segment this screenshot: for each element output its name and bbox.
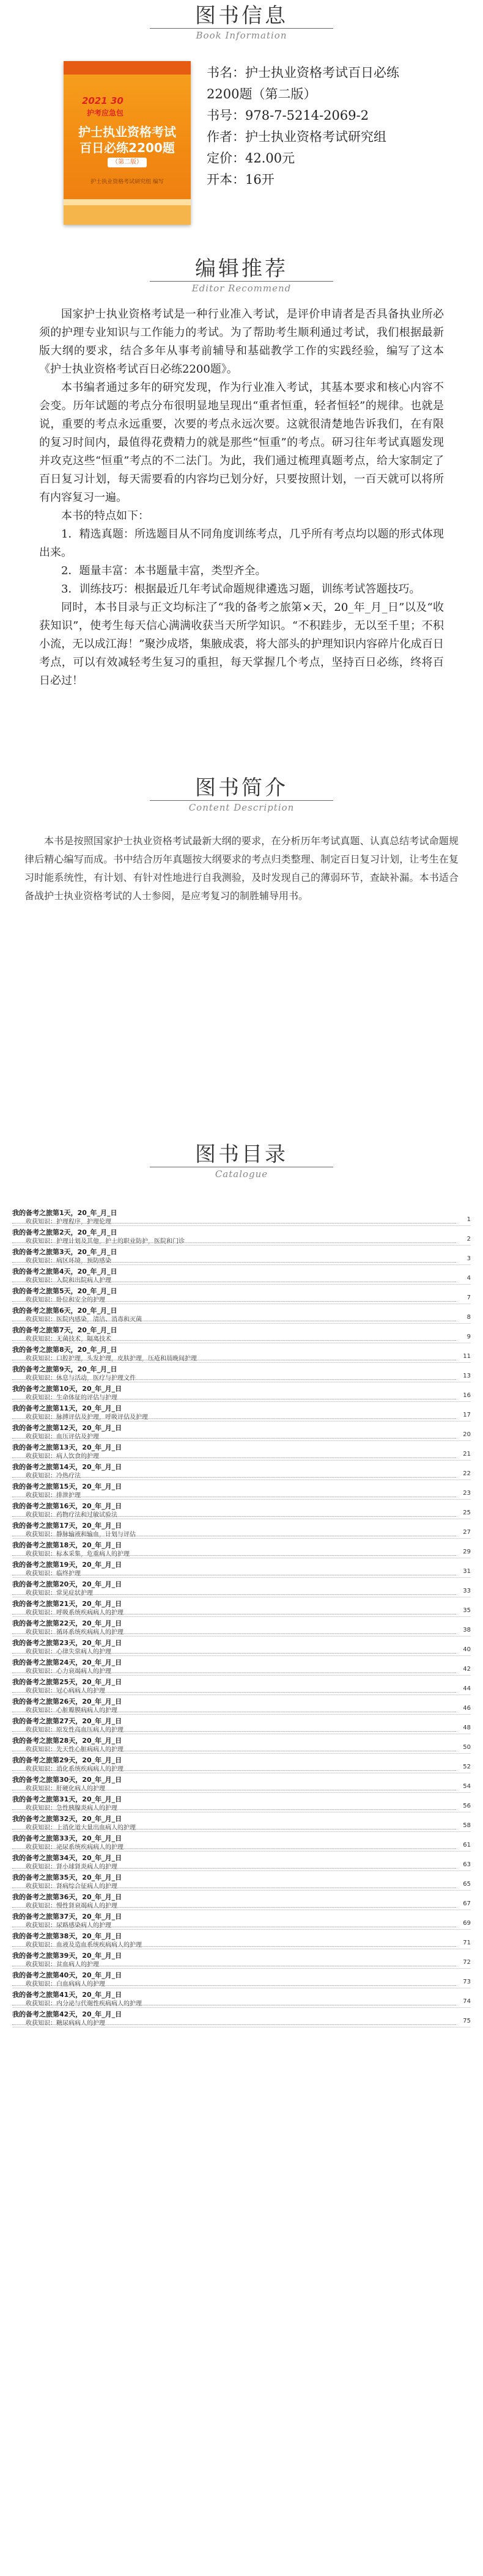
book-info-list xyxy=(207,64,476,192)
catalogue-leader-dots xyxy=(12,1594,456,1595)
catalogue-entry-page: 65 xyxy=(463,1881,471,1888)
catalogue-entry-topic: 收获知识：急性胰腺炎病人的护理 xyxy=(26,1805,117,1812)
catalogue-entry-page: 8 xyxy=(466,1314,471,1321)
catalogue-entry xyxy=(12,1246,471,1265)
catalogue-entry-topic: 收获知识：药物疗法和过敏试验法 xyxy=(26,1512,117,1519)
catalogue-entry-title: 我的备考之旅第5天，20_年_月_日 xyxy=(12,1287,117,1295)
catalogue-entry xyxy=(12,1461,471,1480)
editor-heading: 编辑推荐 xyxy=(195,257,288,281)
catalogue-entry-topic: 收获知识：临终护理 xyxy=(26,1571,81,1577)
catalogue-entry-page: 54 xyxy=(463,1783,471,1790)
editor-feature-1: 1．精选真题：所选题目从不同角度训练考点，几乎所有考点均以题的形式体现出来。 xyxy=(39,528,444,559)
editor-feature-3: 3．训练技巧：根据最近几年考试命题规律遴选习题，训练考试答题技巧。 xyxy=(61,583,421,596)
cover-series: 护考应急包 xyxy=(87,109,124,117)
catalogue-leader-dots xyxy=(12,1418,456,1419)
catalogue-entry-page: 58 xyxy=(463,1822,471,1829)
catalogue-leader-dots xyxy=(12,2024,456,2025)
catalogue-entry xyxy=(12,1480,471,1500)
catalogue-entry xyxy=(12,2008,471,2027)
cover-bottom-band xyxy=(64,205,191,225)
catalogue-entry-topic: 收获知识：冷热疗法 xyxy=(26,1473,81,1480)
info-author: 作者：护士执业资格考试研究组 xyxy=(207,130,386,144)
editor-paragraph: 国家护士执业资格考试是一种行业准入考试，是评价申请者是否具备执业所必须的护理专业知识与工作能力的考试。为了帮助考生顺利通过考试，我们根据最新版大纲的要求，结合多年从事考前辅导和基础教学工作的实践经验，编写了这本《护士执业资格考试百日必练2200题》。 xyxy=(39,308,444,376)
editor-heading-en: Editor Recommend xyxy=(191,283,292,294)
editor-header xyxy=(0,257,483,295)
catalogue-entry-title: 我的备考之旅第22天，20_年_月_日 xyxy=(12,1619,122,1627)
catalogue-entry-title: 我的备考之旅第31天，20_年_月_日 xyxy=(12,1795,122,1803)
catalogue-entry-topic: 收获知识：贫血病人的护理 xyxy=(26,1961,99,1968)
catalogue-leader-dots xyxy=(12,1633,456,1634)
desc-heading-en: Content Description xyxy=(188,802,295,813)
catalogue-entry-title: 我的备考之旅第36天，20_年_月_日 xyxy=(12,1893,122,1901)
catalogue-entry-topic: 收获知识：常见症状护理 xyxy=(26,1590,93,1597)
catalogue-leader-dots xyxy=(12,1614,456,1615)
catalogue-entry-page: 16 xyxy=(463,1392,471,1399)
cover-stripe xyxy=(64,199,191,205)
catalogue-entry-topic: 收获知识：护理程序，护理伦理 xyxy=(26,1219,111,1225)
catalogue-entry-page: 67 xyxy=(463,1900,471,1907)
catalogue-entry-page: 69 xyxy=(463,1920,471,1927)
catalogue-entry xyxy=(12,1343,471,1363)
catalogue-entry-page: 44 xyxy=(463,1685,471,1692)
catalogue-entry xyxy=(12,1519,471,1539)
catalogue-entry xyxy=(12,1891,471,1910)
catalogue-entry-topic: 收获知识：肝硬化病人的护理 xyxy=(26,1786,105,1792)
catalogue-leader-dots xyxy=(12,1262,456,1263)
desc-body xyxy=(24,832,459,905)
catalogue-entry-title: 我的备考之旅第1天，20_年_月_日 xyxy=(12,1209,117,1217)
catalogue-entry xyxy=(12,1382,471,1402)
info-price: 定价：42.00元 xyxy=(207,151,295,166)
catalogue-entry-title: 我的备考之旅第4天，20_年_月_日 xyxy=(12,1268,117,1275)
catalogue-entry xyxy=(12,1285,471,1304)
catalogue-entry-topic: 收获知识：脉搏评估及护理，呼吸评估及护理 xyxy=(26,1414,148,1421)
catalogue-leader-dots xyxy=(12,1516,456,1517)
catalogue-entry xyxy=(12,1324,471,1343)
catalogue-entry xyxy=(12,1617,471,1636)
catalogue-entry-topic: 收获知识：口腔护理，头发护理，皮肤护理，压疮和晨晚间护理 xyxy=(26,1356,197,1362)
book-cover xyxy=(64,61,191,225)
catalogue-entry xyxy=(12,1558,471,1578)
catalogue-entry xyxy=(12,1734,471,1754)
catalogue-leader-dots xyxy=(12,1438,456,1439)
catalogue-entry-topic: 收获知识：无菌技术，隔离技术 xyxy=(26,1336,111,1343)
catalogue-entry-topic: 收获知识：心力衰竭病人的护理 xyxy=(26,1668,111,1675)
catalogue-entry-page: 22 xyxy=(463,1470,471,1477)
catalogue-entry-page: 63 xyxy=(463,1861,471,1868)
catalogue-entry-page: 46 xyxy=(463,1705,471,1712)
catalogue-entry-title: 我的备考之旅第19天，20_年_月_日 xyxy=(12,1561,122,1569)
catalogue-leader-dots xyxy=(12,1477,456,1478)
catalogue-entry-topic: 收获知识：心脏瓣膜病病人的护理 xyxy=(26,1707,117,1714)
catalogue-entry xyxy=(12,1715,471,1734)
catalogue-entry xyxy=(12,1930,471,1949)
catalogue-entry xyxy=(12,1539,471,1558)
catalogue-entry-topic: 收获知识：标本采集，危重病人的护理 xyxy=(26,1551,130,1558)
catalogue-entry-topic: 收获知识：冠心病病人的护理 xyxy=(26,1688,105,1695)
catalogue-entry-topic: 收获知识：血液及造血系统疾病病人的护理 xyxy=(26,1942,142,1949)
catalogue-entry-title: 我的备考之旅第41天，20_年_月_日 xyxy=(12,1991,122,1999)
info-title-cont: 2200题（第二版） xyxy=(207,87,317,101)
catalogue-entry xyxy=(12,1949,471,1969)
catalogue-entry-page: 40 xyxy=(463,1646,471,1653)
catalogue-entry-title: 我的备考之旅第20天，20_年_月_日 xyxy=(12,1580,122,1588)
catalogue-entry-topic: 收获知识：心律失常病人的护理 xyxy=(26,1649,111,1655)
catalogue-entry-page: 48 xyxy=(463,1724,471,1731)
catalogue-entry-topic: 收获知识：泌尿系统疾病病人的护理 xyxy=(26,1844,124,1851)
catalogue-entry-topic: 收获知识：循环系统疾病病人的护理 xyxy=(26,1629,124,1636)
catalogue-entry xyxy=(12,1500,471,1519)
catalogue-heading: 图书目录 xyxy=(195,1142,288,1167)
catalogue-entry-title: 我的备考之旅第21天，20_年_月_日 xyxy=(12,1600,122,1608)
catalogue-entry-topic: 收获知识：上消化道大量出血病人的护理 xyxy=(26,1825,136,1831)
catalogue-entry-title: 我的备考之旅第12天，20_年_月_日 xyxy=(12,1424,122,1432)
catalogue-entry-topic: 收获知识：护理计划及其他，护士的职业防护，医院和门诊 xyxy=(26,1238,185,1245)
cover-title-line2: 百日必练2200题 xyxy=(79,140,175,155)
catalogue-entry-page: 4 xyxy=(466,1275,471,1282)
catalogue-leader-dots xyxy=(12,1653,456,1654)
catalogue-leader-dots xyxy=(12,1946,456,1947)
catalogue-entry-title: 我的备考之旅第27天，20_年_月_日 xyxy=(12,1717,122,1725)
cover-edition: （第二版） xyxy=(108,158,147,167)
book-info-heading-en: Book Information xyxy=(196,30,287,41)
catalogue-leader-dots xyxy=(12,1829,456,1830)
catalogue-header xyxy=(0,1142,483,1181)
book-info-heading: 图书信息 xyxy=(195,4,288,28)
catalogue-leader-dots xyxy=(12,1242,456,1243)
catalogue-entry-topic: 收获知识：内分泌与代谢性疾病病人的护理 xyxy=(26,2001,142,2007)
catalogue-entry-page: 20 xyxy=(463,1431,471,1438)
info-format: 开本：16开 xyxy=(207,172,275,187)
catalogue-entry-topic: 收获知识：生命体征的评估与护理 xyxy=(26,1395,117,1401)
catalogue-entry-page: 42 xyxy=(463,1666,471,1673)
catalogue-entry-title: 我的备考之旅第28天，20_年_月_日 xyxy=(12,1737,122,1745)
catalogue-entry xyxy=(12,1988,471,2008)
catalogue-entry-page: 52 xyxy=(463,1764,471,1770)
catalogue-entry-title: 我的备考之旅第26天，20_年_月_日 xyxy=(12,1698,122,1706)
catalogue-entry-title: 我的备考之旅第2天，20_年_月_日 xyxy=(12,1228,117,1236)
catalogue-entry xyxy=(12,1773,471,1793)
catalogue-entry-page: 21 xyxy=(463,1451,471,1458)
catalogue-entry xyxy=(12,1676,471,1695)
catalogue-entry-title: 我的备考之旅第7天，20_年_月_日 xyxy=(12,1326,117,1334)
catalogue-entry-topic: 收获知识：医院内感染，清洁、消毒和灭菌 xyxy=(26,1316,142,1323)
catalogue-entry-page: 75 xyxy=(463,2018,471,2024)
catalogue-entry-page: 31 xyxy=(463,1568,471,1575)
catalogue-entry-page: 33 xyxy=(463,1588,471,1594)
catalogue-entry-title: 我的备考之旅第42天，20_年_月_日 xyxy=(12,2010,122,2018)
catalogue-entry-page: 71 xyxy=(463,1939,471,1946)
catalogue-entry xyxy=(12,1812,471,1832)
catalogue-entry-title: 我的备考之旅第40天，20_年_月_日 xyxy=(12,1971,122,1979)
catalogue-entry xyxy=(12,1832,471,1852)
catalogue-entry-title: 我的备考之旅第14天，20_年_月_日 xyxy=(12,1463,122,1471)
catalogue-entry-topic: 收获知识：呼吸系统疾病病人的护理 xyxy=(26,1610,124,1616)
catalogue-entry-title: 我的备考之旅第18天，20_年_月_日 xyxy=(12,1541,122,1549)
catalogue-entry-topic: 收获知识：原发性高血压病人的护理 xyxy=(26,1727,124,1734)
catalogue-entry-topic: 收获知识：糖尿病病人的护理 xyxy=(26,2020,105,2027)
cover-top-band xyxy=(64,61,191,75)
catalogue-entry-topic: 收获知识：血压评估及护理 xyxy=(26,1434,99,1440)
catalogue-entry xyxy=(12,1871,471,1891)
catalogue-entry-page: 27 xyxy=(463,1529,471,1536)
catalogue-entry-page: 38 xyxy=(463,1627,471,1633)
catalogue-entry-title: 我的备考之旅第37天，20_年_月_日 xyxy=(12,1913,122,1921)
catalogue-entry-page: 25 xyxy=(463,1509,471,1516)
catalogue-entry-title: 我的备考之旅第6天，20_年_月_日 xyxy=(12,1307,117,1315)
catalogue-entry xyxy=(12,1636,471,1656)
catalogue-entry-title: 我的备考之旅第8天，20_年_月_日 xyxy=(12,1346,117,1354)
catalogue-heading-en: Catalogue xyxy=(215,1169,268,1180)
catalogue-entry-page: 72 xyxy=(463,1959,471,1966)
catalogue-entry-page: 17 xyxy=(463,1412,471,1418)
catalogue-entry xyxy=(12,1265,471,1285)
cover-title-line1: 护士执业资格考试 xyxy=(78,125,176,139)
catalogue-leader-dots xyxy=(12,1301,456,1302)
catalogue-entry-title: 我的备考之旅第29天，20_年_月_日 xyxy=(12,1756,122,1764)
catalogue-entry-title: 我的备考之旅第35天，20_年_月_日 xyxy=(12,1874,122,1881)
catalogue-entry-title: 我的备考之旅第23天，20_年_月_日 xyxy=(12,1639,122,1647)
catalogue-entry-title: 我的备考之旅第9天，20_年_月_日 xyxy=(12,1365,117,1373)
catalogue-entry-topic: 收获知识：白血病病人的护理 xyxy=(26,1981,105,1988)
desc-heading: 图书简介 xyxy=(195,776,288,800)
desc-paragraph: 本书是按照国家护士执业资格考试最新大纲的要求，在分析历年考试真题、认真总结考试命题规律后精心编写而成。书中结合历年真题按大纲要求的考点归类整理、制定百日复习计划，让考生在复习时能系统性，有计划、有针对性地进行自我测验，及时发现自己的薄弱环节，查缺补漏。本书适合备战护士执业资格考试的人士参阅，是应考复习的制胜辅导用书。 xyxy=(24,835,459,902)
catalogue-leader-dots xyxy=(12,1692,456,1693)
catalogue-entry xyxy=(12,1597,471,1617)
editor-paragraph: 本书编者通过多年的研究发现，作为行业准入考试，其基本要求和核心内容不会变。历年试题的考点分布很明显地呈现出“重者恒重，轻者恒轻”的规律。也就是说，重要的考点永远重要，次要的考点永远次要。这就很清楚地告诉我们，在有限的复习时间内，最值得花费精力的就是那些“恒重”的考点。研习往年考试真题发现并攻克这些“恒重”考点的不二法门。为此，我们通过梳理真题考点，给大家制定了百日复习计划，每天需要看的内容均已划分好，只要按照计划，一百天就可以将所有内容复习一遍。 xyxy=(39,381,444,504)
catalogue-entry-page: 73 xyxy=(463,1979,471,1985)
catalogue-entry-topic: 收获知识：尿路感染病人的护理 xyxy=(26,1922,111,1929)
catalogue-entry xyxy=(12,1402,471,1421)
catalogue-leader-dots xyxy=(12,1223,456,1224)
catalogue-entry-topic: 收获知识：病人饮食的护理 xyxy=(26,1453,99,1460)
catalogue-entry xyxy=(12,1656,471,1676)
catalogue-entry xyxy=(12,1578,471,1597)
catalogue-entry xyxy=(12,1969,471,1988)
catalogue-entry-title: 我的备考之旅第13天，20_年_月_日 xyxy=(12,1443,122,1451)
catalogue-entry-topic: 收获知识：休息与活动，医疗与护理文件 xyxy=(26,1375,136,1382)
catalogue-leader-dots xyxy=(12,1907,456,1908)
catalogue-entry-title: 我的备考之旅第15天，20_年_月_日 xyxy=(12,1483,122,1491)
info-isbn: 书号：978-7-5214-2069-2 xyxy=(207,108,369,123)
catalogue-entry-page: 11 xyxy=(463,1353,471,1360)
catalogue-entry-page: 74 xyxy=(463,1998,471,2005)
catalogue-entry-topic: 收获知识：卧位和安全的护理 xyxy=(26,1297,105,1304)
catalogue-entry-topic: 收获知识：肾小球肾炎病人的护理 xyxy=(26,1864,117,1870)
catalogue-entry xyxy=(12,1421,471,1441)
catalogue-entry-title: 我的备考之旅第34天，20_年_月_日 xyxy=(12,1854,122,1862)
catalogue-leader-dots xyxy=(12,1770,456,1771)
cover-author: 护士执业资格考试研究组 编写 xyxy=(90,179,164,185)
catalogue-leader-dots xyxy=(12,1555,456,1556)
catalogue-leader-dots xyxy=(12,1379,456,1380)
catalogue-leader-dots xyxy=(12,1848,456,1849)
catalogue-entry-page: 29 xyxy=(463,1549,471,1555)
catalogue-entry-title: 我的备考之旅第33天，20_年_月_日 xyxy=(12,1834,122,1842)
catalogue-entry-topic: 收获知识：入院和出院病人护理 xyxy=(26,1277,111,1284)
catalogue-entry-title: 我的备考之旅第30天，20_年_月_日 xyxy=(12,1776,122,1784)
catalogue-entry xyxy=(12,1441,471,1461)
catalogue-entry-page: 56 xyxy=(463,1803,471,1809)
desc-header xyxy=(0,776,483,814)
catalogue-entry-title: 我的备考之旅第38天，20_年_月_日 xyxy=(12,1932,122,1940)
catalogue-entry-page: 61 xyxy=(463,1842,471,1848)
info-title: 书名：护士执业资格考试百日必练 xyxy=(207,65,399,80)
catalogue-entry xyxy=(12,1793,471,1812)
catalogue-entry xyxy=(12,1363,471,1382)
editor-feature-2: 2．题量丰富：本书题量丰富，类型齐全。 xyxy=(61,564,267,577)
catalogue-entry-topic: 收获知识：排泄护理 xyxy=(26,1492,81,1499)
catalogue-entry-page: 50 xyxy=(463,1744,471,1751)
catalogue-entry-title: 我的备考之旅第24天，20_年_月_日 xyxy=(12,1658,122,1666)
catalogue-entry-title: 我的备考之旅第10天，20_年_月_日 xyxy=(12,1385,122,1393)
catalogue-leader-dots xyxy=(12,1985,456,1986)
catalogue-entry-topic: 收获知识：先天性心脏病病人的护理 xyxy=(26,1746,124,1753)
catalogue-entry-topic: 收获知识：病区环境，预防感染 xyxy=(26,1258,111,1264)
catalogue-entry-page: 1 xyxy=(466,1216,471,1223)
catalogue-entry-title: 我的备考之旅第17天，20_年_月_日 xyxy=(12,1522,122,1530)
catalogue-leader-dots xyxy=(12,1809,456,1810)
editor-paragraph: 同时，本书目录与正文均标注了“我的备考之旅第×天，20_年_月_日”以及“收获知识”，使考生每天信心满满收获当天所学知识。“不积跬步，无以至千里；不积小流，无以成江海！”聚沙成塔，集腋成裘，将大部头的护理知识内容碎片化成百日考点，可以有效减轻考生复习的重担，每天掌握几个考点，坚持百日必练，终将百日必过！ xyxy=(39,601,444,687)
editor-body xyxy=(39,305,444,690)
catalogue-entry xyxy=(12,1304,471,1324)
catalogue-entry-title: 我的备考之旅第3天，20_年_月_日 xyxy=(12,1248,117,1256)
cover-year: 2021 30 xyxy=(82,95,124,106)
catalogue-leader-dots xyxy=(12,1340,456,1341)
catalogue-entry-title: 我的备考之旅第16天，20_年_月_日 xyxy=(12,1502,122,1510)
catalogue-entry-page: 3 xyxy=(466,1255,471,1262)
editor-paragraph: 本书的特点如下： xyxy=(61,509,149,522)
catalogue-entry-title: 我的备考之旅第11天，20_年_月_日 xyxy=(12,1404,122,1412)
catalogue-entry-title: 我的备考之旅第39天，20_年_月_日 xyxy=(12,1952,122,1960)
catalogue-entry xyxy=(12,1754,471,1773)
catalogue-entry xyxy=(12,1852,471,1871)
book-info-header xyxy=(0,4,483,42)
catalogue-entry xyxy=(12,1226,471,1246)
catalogue-entry-page: 35 xyxy=(463,1607,471,1614)
catalogue-entry-topic: 收获知识：慢性肾衰竭病人的护理 xyxy=(26,1903,117,1910)
catalogue-entry xyxy=(12,1206,471,1226)
catalogue-entry-page: 7 xyxy=(466,1294,471,1301)
catalogue-entry-topic: 收获知识：肾病综合征病人的护理 xyxy=(26,1883,117,1890)
catalogue-entry-page: 2 xyxy=(466,1236,471,1242)
catalogue-entry-topic: 收获知识：静脉输液和输血，计划与评估 xyxy=(26,1531,136,1538)
catalogue-entry-title: 我的备考之旅第25天，20_年_月_日 xyxy=(12,1678,122,1686)
catalogue-entry xyxy=(12,1910,471,1930)
catalogue-entry-topic: 收获知识：消化系统疾病病人的护理 xyxy=(26,1766,124,1773)
catalogue-entry-page: 9 xyxy=(466,1334,471,1340)
catalogue-leader-dots xyxy=(12,1868,456,1869)
catalogue-entry-page: 13 xyxy=(463,1373,471,1379)
catalogue-leader-dots xyxy=(12,1731,456,1732)
catalogue-entry-title: 我的备考之旅第32天，20_年_月_日 xyxy=(12,1815,122,1823)
catalogue-list xyxy=(12,1206,471,2027)
catalogue-entry xyxy=(12,1695,471,1715)
catalogue-entry-page: 23 xyxy=(463,1490,471,1497)
